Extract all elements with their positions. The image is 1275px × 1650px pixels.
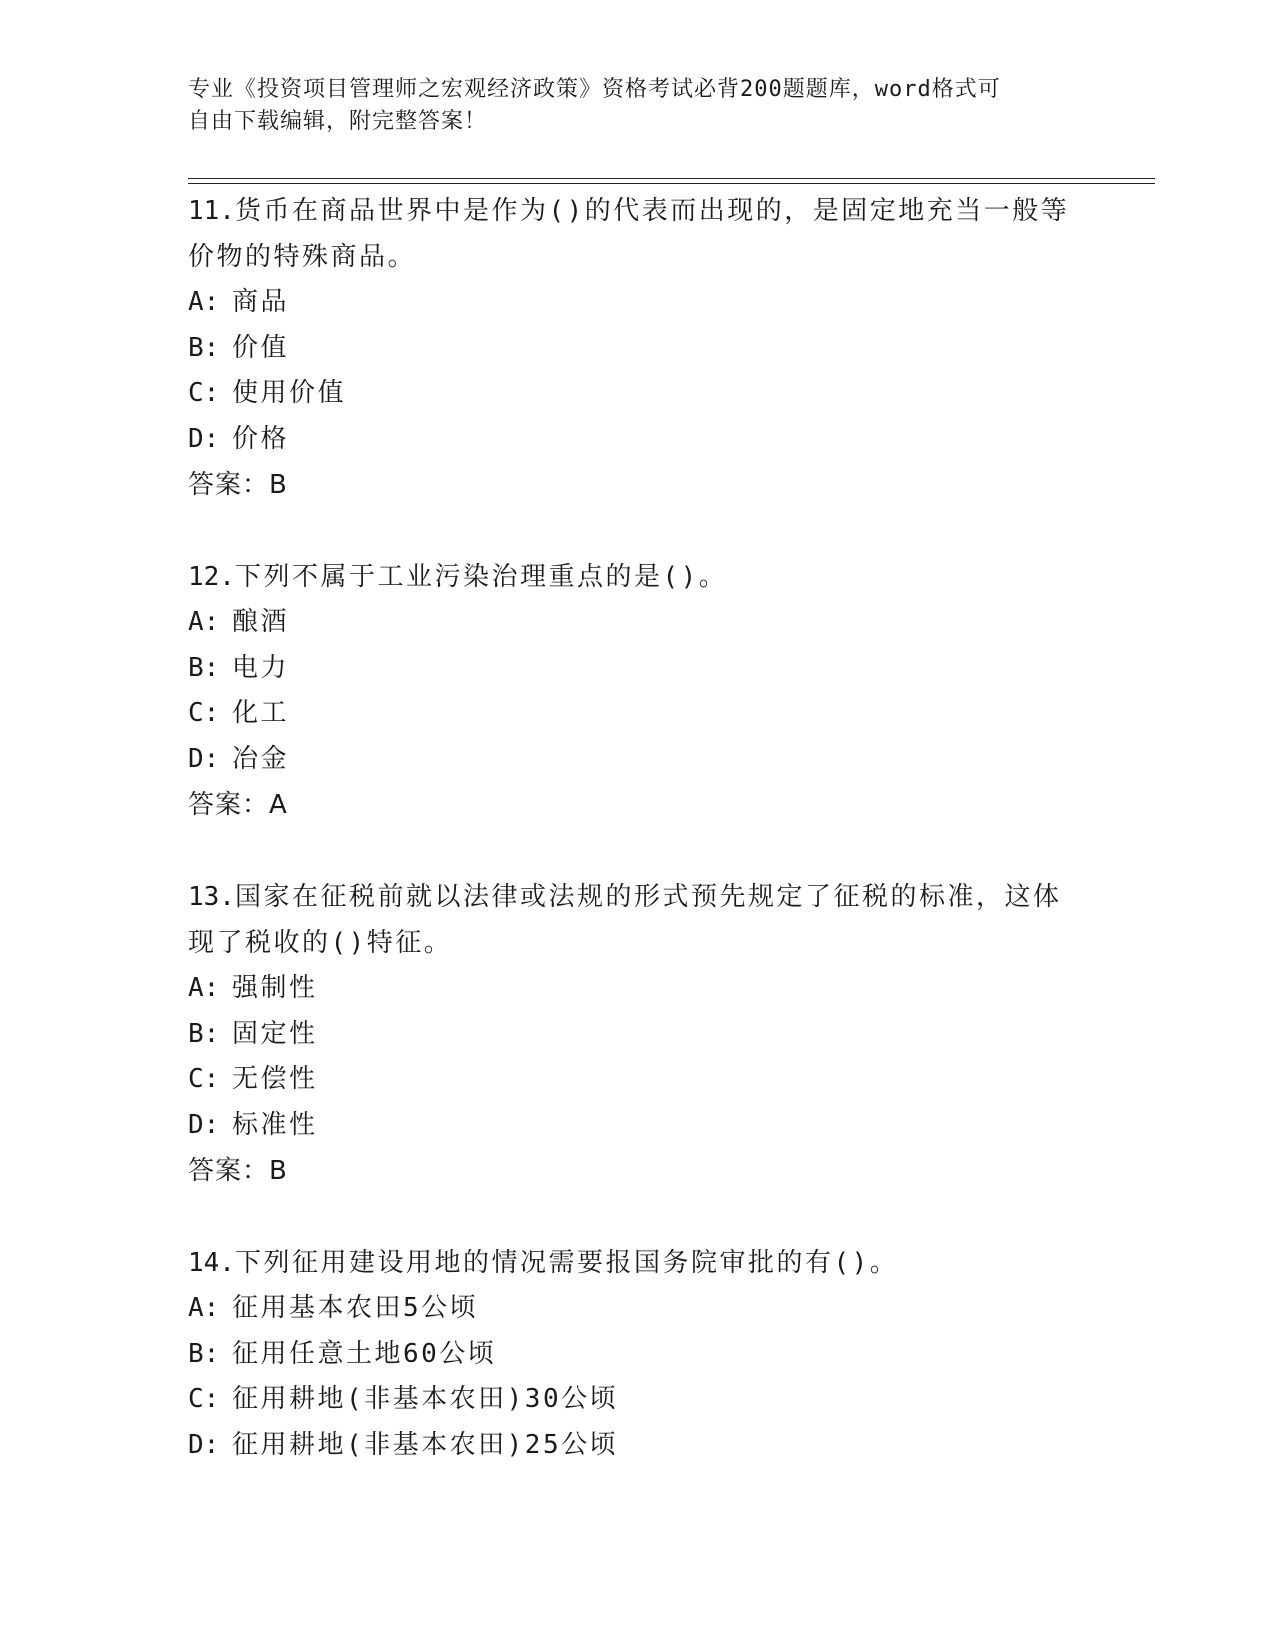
option-c	[188, 1377, 1088, 1423]
option-text: 化工	[232, 698, 290, 728]
option-d	[188, 1423, 1088, 1469]
option-text: 无偿性	[232, 1064, 318, 1094]
option-label: C:	[188, 378, 220, 408]
question-number: 13.	[188, 882, 235, 912]
option-label: D:	[188, 743, 220, 774]
option-b	[188, 646, 1088, 692]
option-label: B:	[188, 1338, 220, 1369]
option-label: A:	[188, 287, 220, 317]
option-c	[188, 371, 1088, 417]
option-c	[188, 1057, 1088, 1103]
question-text: 国家在征税前就以法律或法规的形式预先规定了征税的标准，这体现了税收的()特征。	[188, 882, 1062, 958]
option-label: D:	[188, 1429, 220, 1460]
question-stem	[188, 554, 1088, 600]
answer-line: 答案：B	[188, 470, 288, 500]
option-label: C:	[188, 698, 220, 728]
answer-line: 答案：B	[188, 1156, 288, 1186]
option-text: 征用任意土地60公顷	[232, 1338, 497, 1369]
option-text: 价格	[232, 423, 290, 454]
option-text: 固定性	[232, 1018, 318, 1049]
option-label: B:	[188, 652, 220, 683]
option-text: 征用基本农田5公顷	[232, 1293, 479, 1323]
option-label: D:	[188, 1109, 220, 1140]
question-14	[188, 1240, 1088, 1468]
option-text: 电力	[232, 652, 290, 683]
option-d	[188, 417, 1088, 463]
option-text: 价值	[232, 332, 290, 363]
option-c	[188, 691, 1088, 737]
option-text: 酿酒	[232, 607, 290, 637]
header-divider-top	[188, 178, 1155, 179]
option-d	[188, 737, 1088, 783]
question-stem	[188, 1240, 1088, 1286]
question-number: 11.	[188, 196, 235, 226]
option-text: 商品	[232, 287, 290, 317]
header-line-1: 专业《投资项目管理师之宏观经济政策》资格考试必背200题题库，word格式可	[188, 77, 1001, 102]
option-a	[188, 1286, 1088, 1332]
header-divider-bottom	[188, 183, 1155, 184]
option-text: 标准性	[232, 1109, 318, 1140]
question-list	[188, 188, 1088, 1468]
option-label: C:	[188, 1384, 220, 1414]
option-label: A:	[188, 607, 220, 637]
header-line-2: 自由下载编辑，附完整答案！	[188, 109, 488, 134]
question-11	[188, 188, 1088, 508]
question-text: 下列征用建设用地的情况需要报国务院审批的有()。	[234, 1248, 899, 1278]
option-text: 使用价值	[232, 378, 347, 408]
option-a	[188, 280, 1088, 326]
question-12	[188, 554, 1088, 828]
option-text: 强制性	[232, 973, 318, 1003]
option-a	[188, 600, 1088, 646]
option-a	[188, 966, 1088, 1012]
option-label: C:	[188, 1064, 220, 1094]
option-label: B:	[188, 1018, 220, 1049]
question-number: 14.	[188, 1248, 235, 1278]
option-b	[188, 1012, 1088, 1058]
option-d	[188, 1103, 1088, 1149]
answer-line: 答案：A	[188, 790, 288, 820]
option-text: 征用耕地(非基本农田)30公顷	[232, 1384, 619, 1414]
option-text: 征用耕地(非基本农田)25公顷	[232, 1429, 619, 1460]
option-label: A:	[188, 1293, 220, 1323]
document-header	[188, 74, 1068, 138]
option-label: D:	[188, 423, 220, 454]
question-13	[188, 874, 1088, 1194]
option-label: A:	[188, 973, 220, 1003]
question-stem	[188, 188, 1088, 280]
question-text: 货币在商品世界中是作为()的代表而出现的，是固定地充当一般等价物的特殊商品。	[188, 196, 1070, 272]
option-text: 冶金	[232, 743, 290, 774]
question-stem	[188, 874, 1088, 966]
question-text: 下列不属于工业污染治理重点的是()。	[234, 562, 728, 592]
question-number: 12.	[188, 562, 235, 592]
option-b	[188, 326, 1088, 372]
option-b	[188, 1332, 1088, 1378]
option-label: B:	[188, 332, 220, 363]
